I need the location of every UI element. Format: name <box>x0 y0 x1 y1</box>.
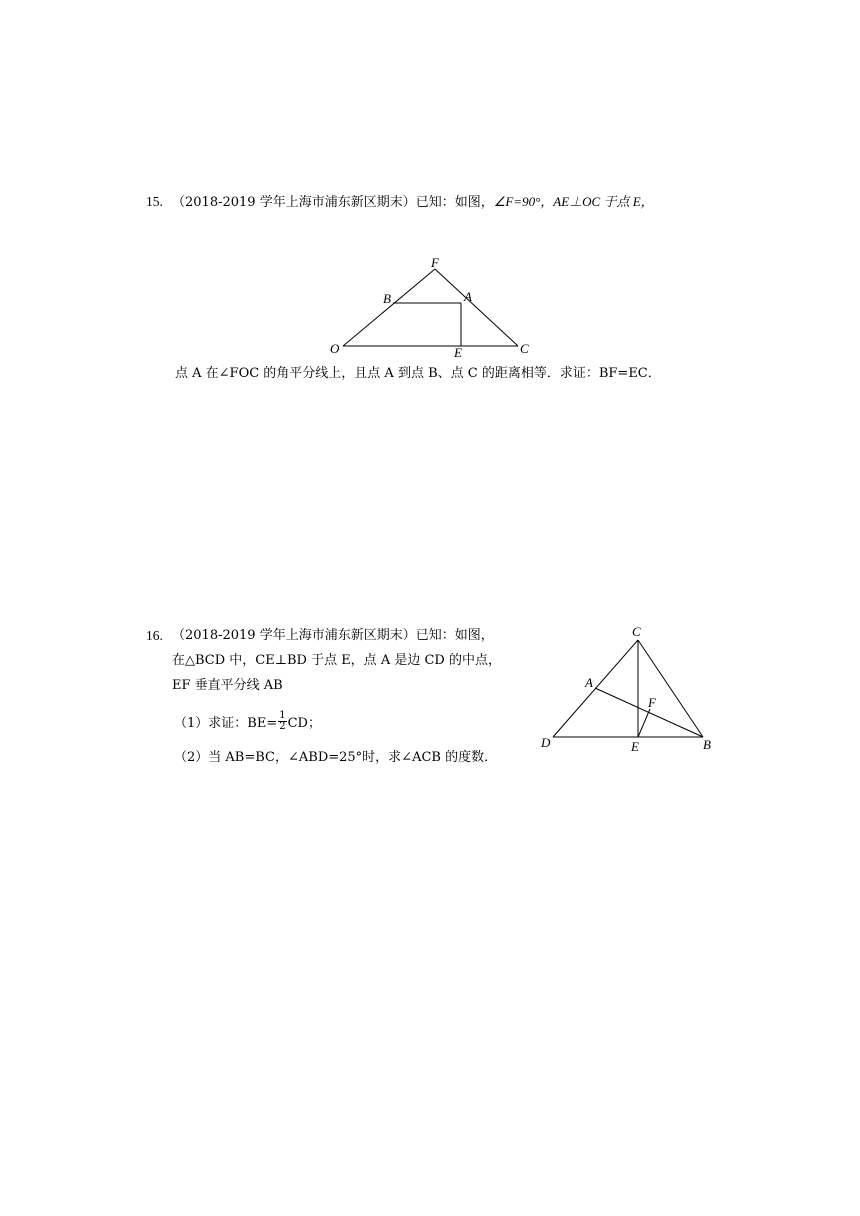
q16-label-D: D <box>541 735 551 750</box>
q16-part2: （2）当 AB=BC，∠ABD=25°时，求∠ACB 的度数． <box>174 750 498 765</box>
q16-part1-prefix: （1）求证：BE= <box>174 716 278 731</box>
q16-label-C: C <box>632 624 641 639</box>
q15-label-B: B <box>383 291 391 306</box>
q15-continuation: 点 A 在∠FOC 的角平分线上，且点 A 到点 B、点 C 的距离相等．求证：BF=EC． <box>175 366 661 381</box>
q15-angle-condition: ∠F=90°， <box>493 194 554 209</box>
q16-label-E: E <box>631 739 639 754</box>
q16-source: （2018-2019 学年上海市浦东新区期末）已知：如图， <box>172 628 494 643</box>
q16-fraction-denominator: 2 <box>279 721 286 732</box>
q16-fraction <box>278 711 286 732</box>
q16-part1 <box>174 710 321 734</box>
q16-label-F: F <box>648 695 656 710</box>
q16-line2: 在△BCD 中，CE⊥BD 于点 E，点 A 是边 CD 的中点， <box>172 653 501 668</box>
q15-perpendicular-condition: AE⊥OC 于点 E， <box>553 194 654 209</box>
q16-line-EF <box>638 709 650 737</box>
q15-label-C: C <box>520 341 529 356</box>
q15-line-OF <box>343 269 435 346</box>
q16-number: 16. <box>146 628 163 643</box>
q15-label-E: E <box>454 345 462 360</box>
q15-number: 15. <box>146 194 163 209</box>
q16-figure <box>538 620 723 760</box>
q15-label-A: A <box>464 289 472 304</box>
q15-stem <box>172 193 654 212</box>
q15-label-F: F <box>431 255 439 270</box>
q15-label-O: O <box>330 341 340 356</box>
q16-label-B: B <box>703 737 711 752</box>
q16-line3: EF 垂直平分线 AB <box>172 678 283 693</box>
q16-fraction-numerator: 1 <box>279 710 286 721</box>
q16-part1-suffix: CD； <box>287 716 321 731</box>
q15-figure <box>325 250 540 362</box>
q15-source: （2018-2019 学年上海市浦东新区期末）已知：如图， <box>172 195 494 210</box>
q15-line-FC <box>435 269 518 346</box>
q16-label-A: A <box>585 675 593 690</box>
